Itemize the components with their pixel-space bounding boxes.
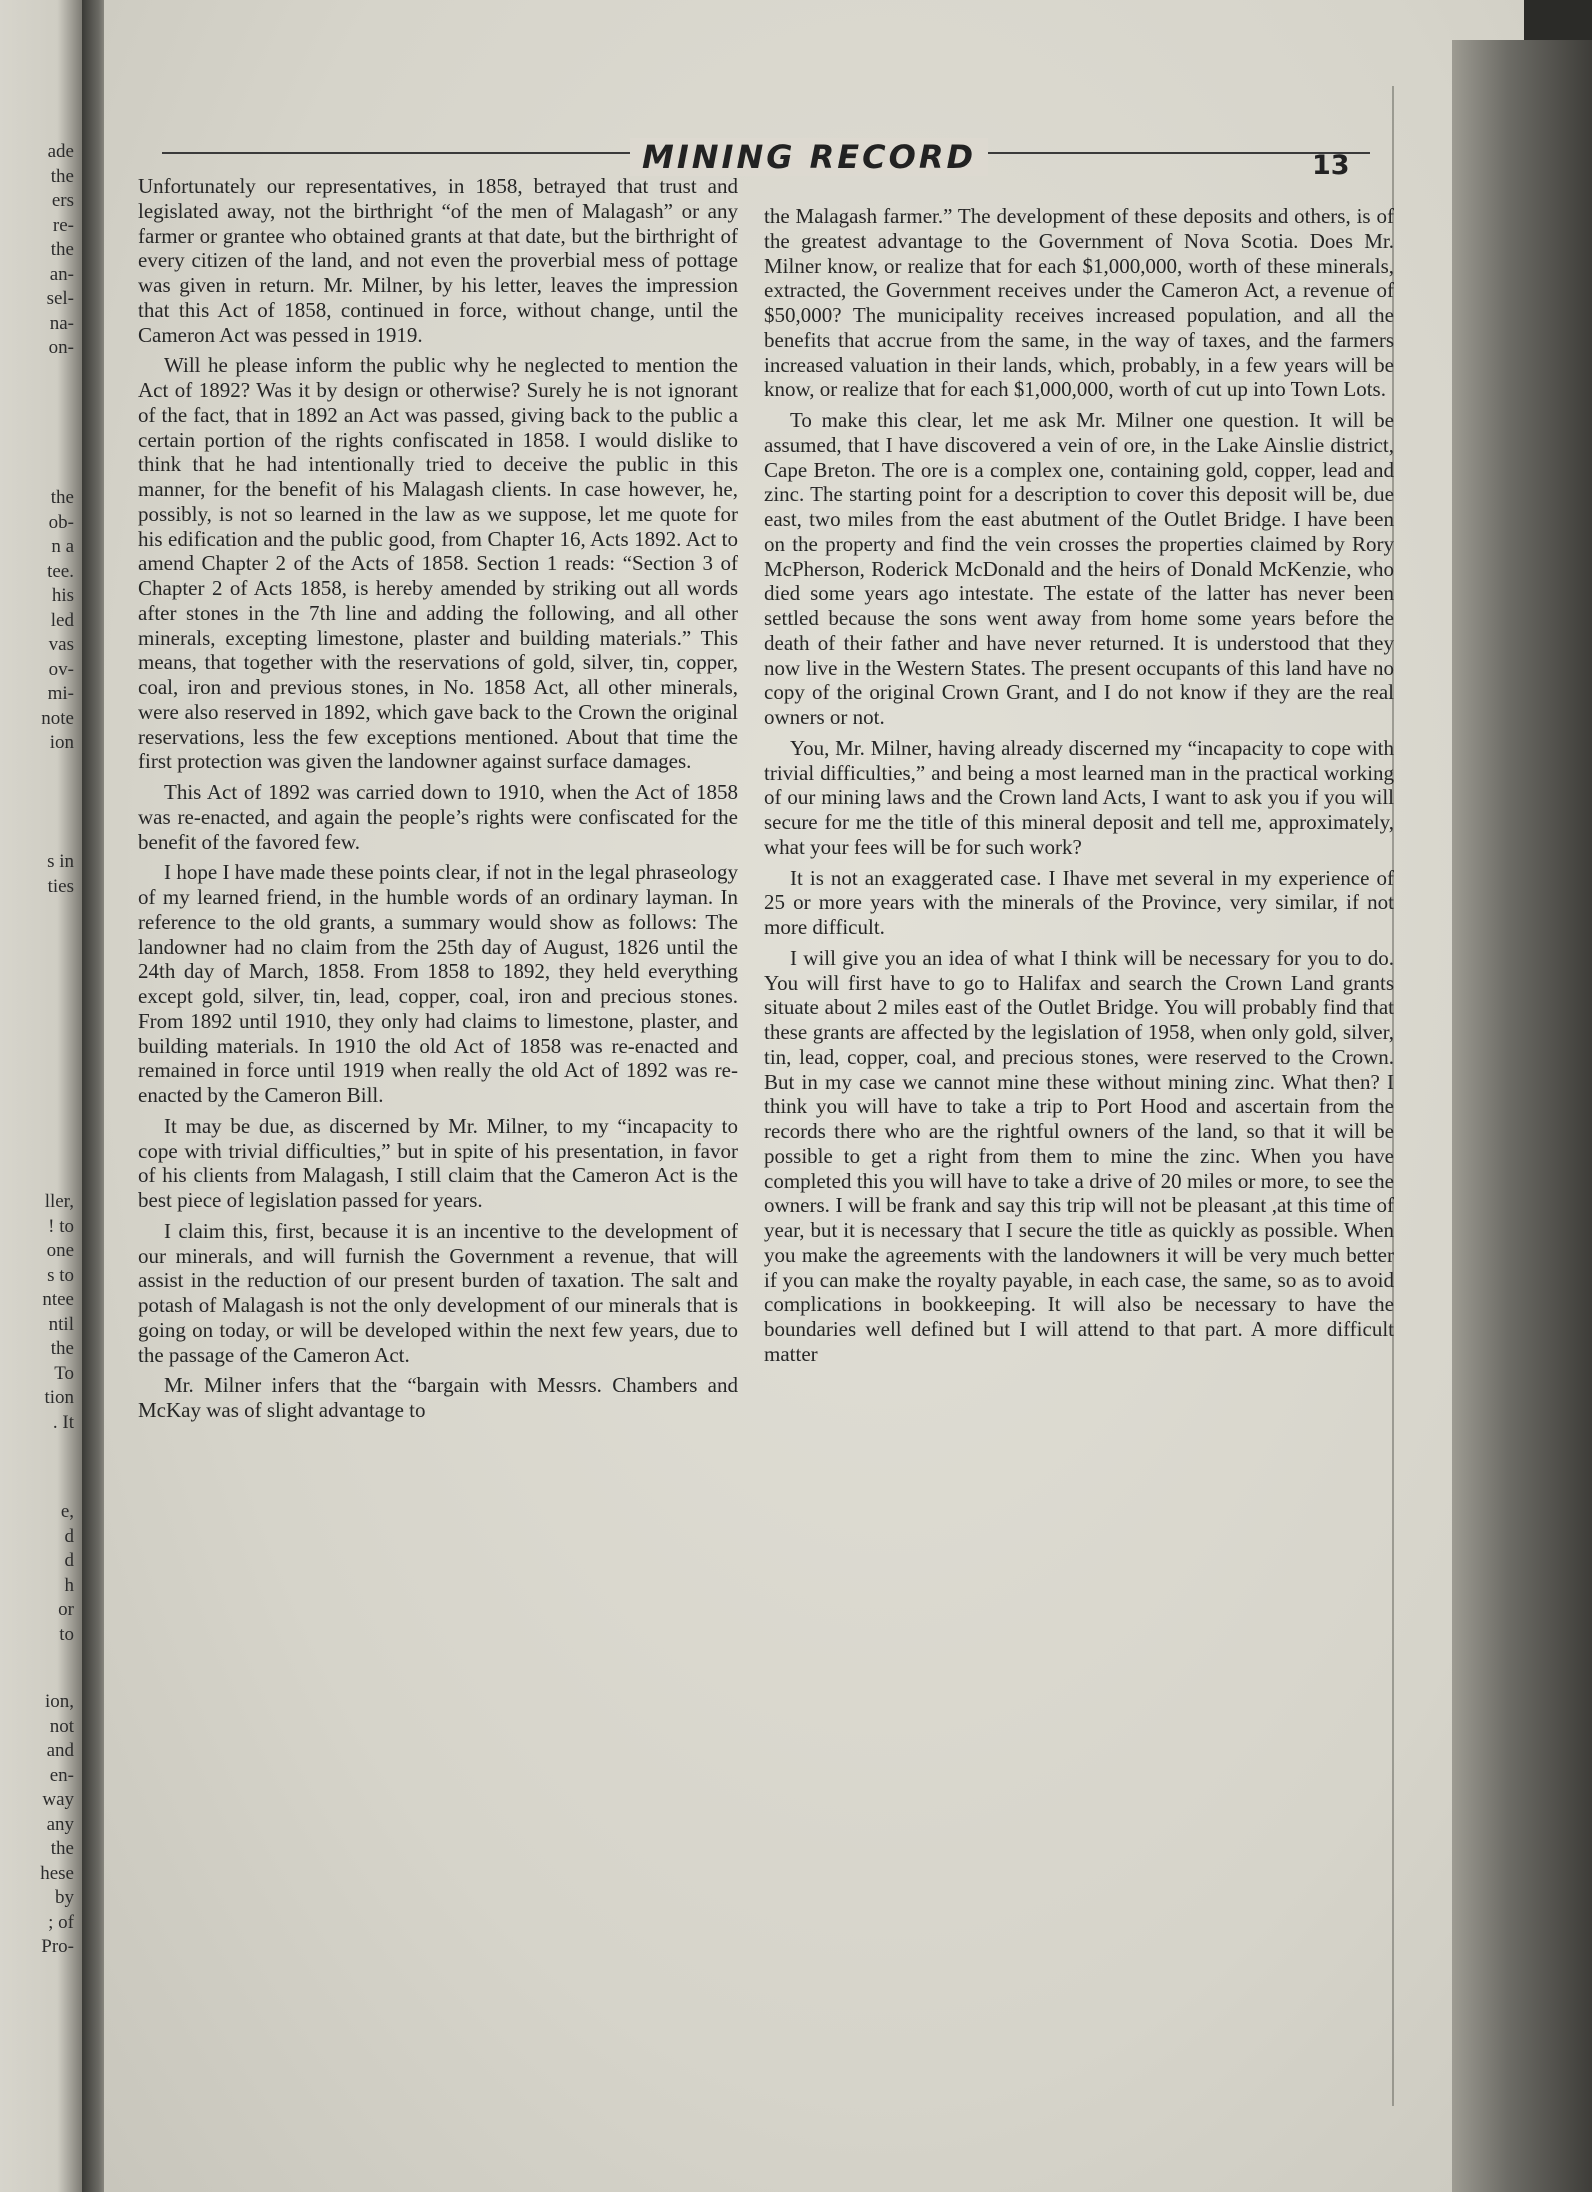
paragraph: I hope I have made these points clear, if not in the legal phraseology of my learned friend, in the humble words of an ordinary layman. In reference to the old grants, a summary would show as follows: The landowner had no claim from the 25th day of August, 1826 until the 24th day of March, 1858. From 1858 to 1892, they held everything except gold, silver, tin, lead, copper, coal, iron and precious stones. From 1892 until 1910, they only had claims to limestone, plaster, and building materials. In 1910 the old Act of 1858 was re-enacted and remained in force until 1919 when really the old Act of 1892 was re-enacted by the Cameron Bill. [138, 860, 738, 1107]
paragraph: This Act of 1892 was carried down to 1910, when the Act of 1858 was re-enacted, and again the people’s rights were confiscated for the benefit of the favored few. [138, 780, 738, 854]
paragraph: I will give you an idea of what I think will be necessary for you to do. You will first have to go to Halifax and search the Crown Land grants situate about 2 miles east of the Outlet Bridge. You will probably find that these grants are affected by the legislation of 1958, when only gold, silver, tin, lead, copper, coal, and precious stones, were reserved to the Crown. But in my case we cannot mine these without mining zinc. What then? I think you will have to take a trip to Port Hood and ascertain from the records there who are the rightful owners of the land, so that it will be possible to get a right from them to mine the zinc. When you have completed this you will have to take a drive of 20 miles or more, to see the owners. I will be frank and say this trip will not be pleasant ,at this time of year, but it is necessary that I secure the title as quickly as possible. When you make the agreements with the landowners it will be very much better if you can make the royalty payable, in each case, the same, so as to avoid complications in bookkeeping. It will also be necessary to have the boundaries well defined but I will attend to that part. A more difficult matter [764, 945, 1394, 1366]
paragraph: You, Mr. Milner, having already discerned my “incapacity to cope with trivial difficulties,” and being a most learned man in the practical working of our mining laws and the Crown land Acts, I want to ask you if you will secure for me the title of this mineral deposit and tell me, approximately, what your fees will be for such work? [764, 735, 1394, 859]
paragraph: It may be due, as discerned by Mr. Milner, to my “incapacity to cope with trivial difficulties,” but in spite of his presentation, in favor of his clients from Malagash, I still claim that the Cameron Act is the best piece of legislation passed for years. [138, 1113, 738, 1212]
paragraph: the Malagash farmer.” The development of these deposits and others, is of the greatest advantage to the Government of Nova Scotia. Does Mr. Milner know, or realize that for each $1,000,000, worth of these minerals, extracted, the Government receives under the Cameron Act, a revenue of $50,000? The municipality receives increased population, and all the benefits that accrue from the same, in the way of taxes, and the farmers increased valuation in their lands, which, probably, in a few years will be know, or realize that for each $1,000,000, worth of cut up into Town Lots. [764, 204, 1394, 402]
right-text-column [764, 204, 1394, 1373]
margin-text-fragment: s in ties [47, 851, 74, 897]
paragraph: To make this clear, let me ask Mr. Milner one question. It will be assumed, that I have discovered a vein of ore, in the Lake Ainslie district, Cape Breton. The ore is a complex one, containing gold, copper, lead and zinc. The starting point for a description to cover this deposit will be, due east, two miles from the east abutment of the Outlet Bridge. I have been on the property and find the vein crosses the properties claimed by Rory McPherson, Roderick McDonald and the heirs of Donald McKenzie, who died some years ago intestate. The estate of the latter has never been settled because the sons went away from home some years before the death of their father and have never returned. It is understood that they now live in the Western States. The present occupants of this land have no copy of the original Crown Grant, and I do not know if they are the real owners or not. [764, 408, 1394, 729]
page-stack-edge [1452, 40, 1592, 2192]
paragraph: I claim this, first, because it is an incentive to the development of our minerals, and will furnish the Government a revenue, that will assist in the reduction of our present burden of taxation. The salt and potash of Malagash is not the only development of our minerals that is going on today, or will be developed within the next few years, due to the passage of the Cameron Act. [138, 1218, 738, 1367]
paragraph: Will he please inform the public why he neglected to mention the Act of 1892? Was it by design or otherwise? Surely he is not ignorant of the fact, that in 1892 an Act was passed, giving back to the public a certain portion of the rights confiscated in 1858. I would dislike to think that he had intentionally tried to deceive the public in this manner, for the benefit of his Malagash clients. In case however, he, possibly, is not so learned in the law as we suppose, let me quote for his edification and the public good, from Chapter 16, Acts 1892. Act to amend Chapter 2 of the Acts of 1858. Section 1 reads: “Section 3 of Chapter 2 of Acts 1858, is hereby amended by striking out all words after stones in the 7th line and adding the following, and all other minerals, excepting limestone, plaster and building materials.” This means, that together with the reservations of gold, silver, tin, copper, coal, iron and previous stones, in No. 1858 Act, all other minerals, were also reserved in 1892, which gave back to the Crown the original reservations, less the few exceptions mentioned. About that time the first protection was given the landowner against surface damages. [138, 353, 738, 774]
paragraph: Unfortunately our representatives, in 1858, betrayed that trust and legislated away, not the birthright “of the men of Malagash” or any farmer or grantee who obtained grants at that date, but the birthright of every citizen of the land, and not even the proverbial mess of pottage was given in return. Mr. Milner, by his letter, leaves the impression that this Act of 1858, continued in force, without change, until the Cameron Act was pessed in 1919. [138, 174, 738, 347]
margin-text-fragment: ion, not and en- way any the hese by ; of Pro- [40, 1691, 74, 1957]
margin-text-fragment: ller, ! to one s to ntee ntil the To tion . It [42, 1191, 74, 1433]
margin-text-fragment: ade the ers re- the an- sel- na- on- [46, 141, 74, 358]
margin-text-fragment: the ob- n a tee. his led vas ov- mi- note ion [41, 487, 74, 753]
paragraph: Mr. Milner infers that the “bargain with Messrs. Chambers and McKay was of slight advantage to [138, 1373, 738, 1422]
margin-text-fragment: e, d d h or to [58, 1501, 74, 1645]
left-text-column [138, 174, 738, 1429]
paragraph: It is not an exaggerated case. I Ihave met several in my experience of 25 or more years with the minerals of the Province, very similar, if not more difficult. [764, 865, 1394, 939]
adjacent-page-strip [0, 0, 82, 2192]
page-number: 13 [1312, 150, 1350, 181]
publication-title: MINING RECORD [630, 138, 988, 176]
